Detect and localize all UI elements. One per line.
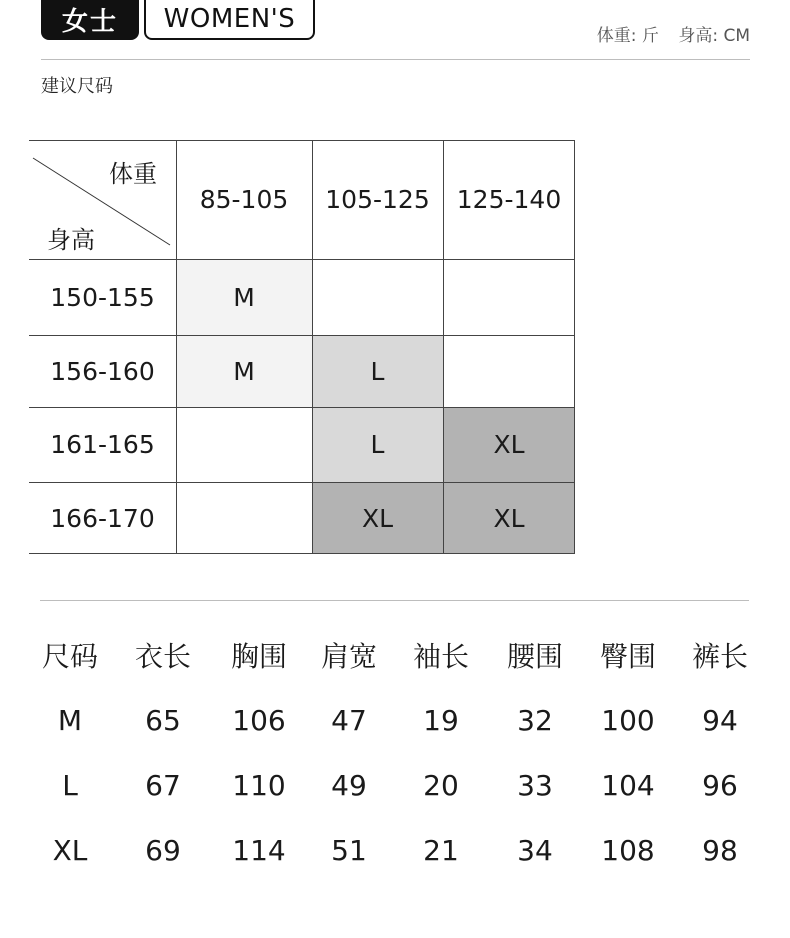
size-cell [176, 407, 312, 482]
size-cell: XL [312, 482, 443, 554]
size-cell [312, 259, 443, 335]
middle-divider [40, 600, 749, 601]
table-cell: 104 [601, 768, 655, 802]
table-cell: L [62, 768, 78, 802]
unit-weight: 体重: 斤 [596, 26, 659, 46]
weight-range-header: 85-105 [199, 185, 289, 214]
recommend-title: 建议尺码 [41, 76, 113, 97]
table-cell: 65 [145, 703, 181, 737]
table-header-cell: 臀围 [599, 640, 656, 673]
size-cell: M [176, 335, 312, 407]
grid-line [29, 482, 575, 483]
table-cell: 96 [702, 768, 738, 802]
table-cell: 49 [331, 768, 367, 802]
height-range-header: 166-170 [50, 503, 155, 533]
size-cell: XL [443, 407, 575, 482]
table-cell: M [57, 703, 83, 737]
table-cell: 67 [145, 768, 181, 802]
table-cell: 69 [145, 833, 181, 867]
height-range-header: 161-165 [50, 430, 155, 459]
women-badge-cn: 女士 [41, 0, 139, 40]
unit-legend [597, 21, 750, 46]
women-badge-en: WOMEN'S [144, 0, 315, 40]
table-cell: 51 [331, 833, 367, 867]
table-header-cell: 肩宽 [320, 640, 377, 673]
table-cell: 34 [517, 833, 553, 867]
size-cell: L [312, 407, 443, 482]
weight-range-header: 105-125 [325, 185, 430, 214]
size-recommend-grid [29, 140, 575, 554]
grid-line [29, 553, 575, 554]
table-cell: 32 [517, 703, 553, 737]
table-header-cell: 裤长 [691, 640, 748, 673]
height-range-header: 150-155 [50, 282, 155, 312]
grid-line [312, 140, 313, 554]
table-header-row [24, 630, 769, 680]
table-header-cell: 尺码 [41, 640, 98, 673]
corner-height-label: 身高 [47, 226, 95, 254]
height-range-header: 156-160 [50, 356, 155, 386]
table-cell: 33 [517, 768, 553, 802]
size-cell [443, 259, 575, 335]
size-cell [176, 482, 312, 554]
table-row [24, 695, 769, 745]
grid-line [176, 140, 177, 554]
table-cell: XL [52, 833, 88, 867]
size-cell: L [312, 335, 443, 407]
grid-line [574, 140, 575, 554]
size-cell [443, 335, 575, 407]
table-row [24, 825, 769, 875]
top-divider [41, 59, 750, 60]
table-cell: 108 [601, 833, 655, 867]
grid-line [29, 140, 575, 141]
unit-height: 身高: CM [678, 26, 750, 46]
grid-line [443, 140, 444, 554]
table-cell: 98 [702, 833, 738, 867]
table-row [24, 760, 769, 810]
table-cell: 19 [423, 703, 459, 737]
table-cell: 114 [232, 833, 286, 867]
size-cell: M [176, 259, 312, 335]
table-cell: 94 [702, 703, 738, 737]
table-header-cell: 衣长 [134, 640, 191, 673]
table-header-cell: 腰围 [506, 640, 563, 673]
table-cell: 21 [423, 833, 459, 867]
table-header-cell: 袖长 [412, 640, 469, 673]
weight-range-header: 125-140 [456, 185, 562, 214]
table-header-cell: 胸围 [230, 640, 287, 673]
table-cell: 47 [331, 703, 367, 737]
table-cell: 100 [601, 703, 655, 737]
table-cell: 106 [232, 703, 286, 737]
grid-line [29, 259, 575, 260]
grid-line [29, 335, 575, 336]
table-cell: 20 [423, 768, 459, 802]
table-cell: 110 [232, 768, 286, 802]
size-cell: XL [443, 482, 575, 554]
grid-line [29, 407, 575, 408]
corner-weight-label: 体重 [109, 160, 157, 188]
